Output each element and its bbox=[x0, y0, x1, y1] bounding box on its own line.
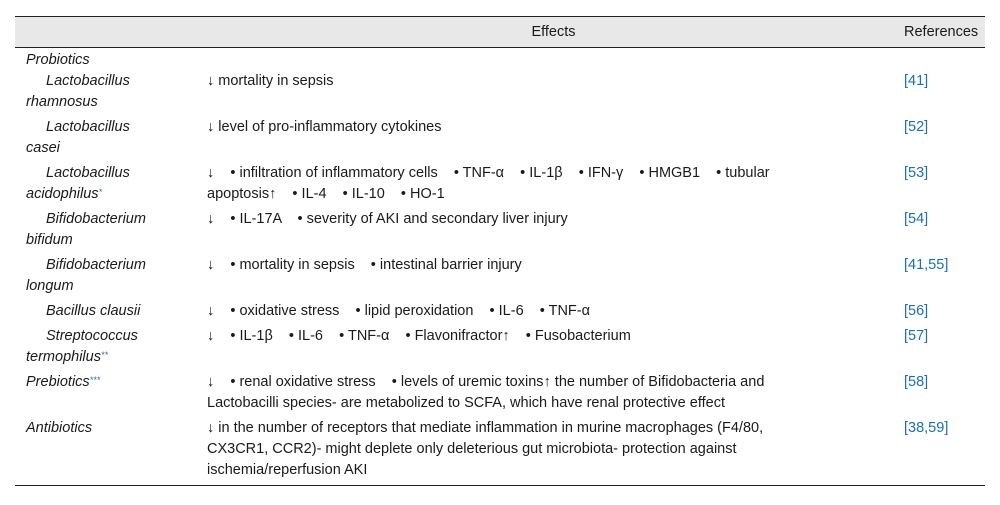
row-reference bbox=[900, 48, 985, 72]
agent-line: Lactobacillus bbox=[46, 73, 130, 89]
table-row bbox=[15, 372, 985, 418]
table-row bbox=[15, 209, 985, 255]
effects-table bbox=[15, 16, 985, 486]
row-agent bbox=[15, 163, 207, 209]
effects-line: ↓ • renal oxidative stress • levels of uremic toxins↑ the number of Bifidobacteria and bbox=[207, 374, 765, 390]
reference-link[interactable]: [56] bbox=[904, 303, 929, 319]
footnote-marker[interactable]: *** bbox=[89, 375, 101, 385]
reference-link[interactable]: [41] bbox=[904, 73, 929, 89]
row-agent bbox=[15, 117, 207, 163]
row-agent bbox=[15, 326, 207, 372]
footnote-marker[interactable]: ** bbox=[100, 350, 108, 360]
reference-link[interactable]: [41,55] bbox=[904, 257, 949, 273]
table-row bbox=[15, 301, 985, 326]
row-effects: ↓ • oxidative stress • lipid peroxidation • IL-6 • TNF-α bbox=[207, 303, 590, 319]
reference-link[interactable]: [57] bbox=[904, 328, 929, 344]
agent-line: Lactobacillus bbox=[46, 119, 130, 135]
table-header-row bbox=[15, 17, 985, 48]
row-effects: ↓ • IL-17A • severity of AKI and secondary liver injury bbox=[207, 211, 568, 227]
agent-line: rhamnosus bbox=[26, 94, 98, 110]
row-agent: Antibiotics bbox=[26, 420, 93, 436]
effects-line: Lactobacilli species- are metabolized to SCFA, which have renal protective effect bbox=[207, 395, 725, 411]
agent-line: Bifidobacterium bbox=[46, 257, 146, 273]
row-agent bbox=[15, 71, 207, 117]
table-row bbox=[15, 117, 985, 163]
row-effects bbox=[207, 48, 900, 72]
agent-line: Bifidobacterium bbox=[46, 211, 146, 227]
effects-line: apoptosis↑ • IL-4 • IL-10 • HO-1 bbox=[207, 186, 445, 202]
agent-line: Streptococcus bbox=[46, 328, 138, 344]
table-row bbox=[15, 255, 985, 301]
reference-link[interactable]: [58] bbox=[904, 374, 929, 390]
agent-line: longum bbox=[26, 278, 74, 294]
effects-line: ↓ • infiltration of inflammatory cells • TNF-α • IL-1β • IFN-γ • HMGB1 • tubular bbox=[207, 165, 770, 181]
header-agent bbox=[15, 17, 207, 48]
agent-line bbox=[26, 184, 207, 205]
row-agent: Bacillus clausii bbox=[46, 303, 141, 319]
row-agent bbox=[15, 255, 207, 301]
agent-name: Prebiotics bbox=[26, 374, 90, 390]
reference-link[interactable]: [38,59] bbox=[904, 420, 949, 436]
agent-name: termophilus bbox=[26, 349, 101, 365]
table-row bbox=[15, 326, 985, 372]
agent-line: bifidum bbox=[26, 232, 73, 248]
agent-name: acidophilus bbox=[26, 186, 99, 202]
reference-link[interactable]: [54] bbox=[904, 211, 929, 227]
header-effects: Effects bbox=[531, 24, 576, 40]
agent-line: casei bbox=[26, 140, 60, 156]
row-effects: ↓ • mortality in sepsis • intestinal barrier injury bbox=[207, 257, 522, 273]
row-agent bbox=[15, 209, 207, 255]
row-effects: ↓ level of pro-inflammatory cytokines bbox=[207, 119, 442, 135]
table-row bbox=[15, 71, 985, 117]
header-references: References bbox=[904, 24, 979, 40]
effects-line: ↓ in the number of receptors that mediate inflammation in murine macrophages (F4/80, bbox=[207, 420, 764, 436]
agent-line: Lactobacillus bbox=[46, 165, 130, 181]
reference-link[interactable]: [53] bbox=[904, 165, 929, 181]
footnote-marker[interactable]: * bbox=[98, 187, 103, 197]
row-effects bbox=[207, 372, 900, 418]
table-row bbox=[15, 48, 985, 72]
table-row bbox=[15, 418, 985, 486]
row-effects: ↓ mortality in sepsis bbox=[207, 73, 334, 89]
row-agent: Probiotics bbox=[26, 52, 90, 68]
effects-line: CX3CR1, CCR2)- might deplete only deleterious gut microbiota- protection against bbox=[207, 441, 737, 457]
table-row bbox=[15, 163, 985, 209]
reference-link[interactable]: [52] bbox=[904, 119, 929, 135]
effects-line: ischemia/reperfusion AKI bbox=[207, 462, 368, 478]
agent-line bbox=[26, 347, 207, 368]
row-agent bbox=[15, 372, 207, 418]
row-effects bbox=[207, 163, 900, 209]
row-effects bbox=[207, 418, 900, 486]
row-effects: ↓ • IL-1β • IL-6 • TNF-α • Flavonifractor↑ • Fusobacterium bbox=[207, 328, 631, 344]
